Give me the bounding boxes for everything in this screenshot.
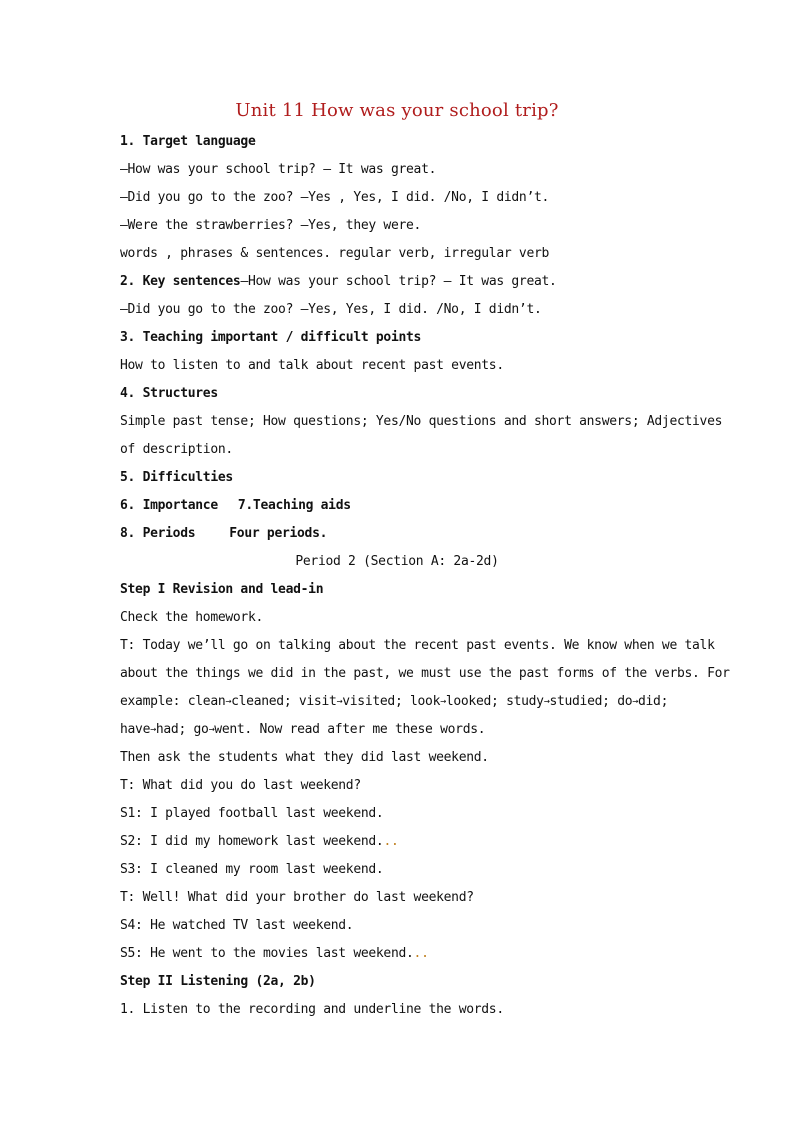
verb-pair-look: look→looked: [410, 694, 492, 709]
then-ask: Then ask the students what they did last weekend.: [120, 750, 489, 765]
verb-pair-study: study→studied: [506, 694, 603, 709]
example-line-1: example: clean→cleaned; visit→visited; look→looked; study→studied; do→did;: [120, 694, 669, 709]
arrow-icon: →: [208, 724, 215, 735]
section-6-heading: 6. Importance: [120, 498, 218, 513]
section-3-text: How to listen to and talk about recent past events.: [120, 358, 504, 373]
target-line-1: —How was your school trip? — It was great.: [120, 162, 437, 177]
target-line-3: —Were the strawberries? —Yes, they were.: [120, 218, 422, 233]
section-4-text-2: of description.: [120, 442, 233, 457]
section-3-heading: 3. Teaching important / difficult points: [120, 330, 422, 345]
dots-mark: ..: [413, 946, 429, 961]
verb-pair-have: have→had: [120, 722, 179, 737]
section-5-heading: 5. Difficulties: [120, 470, 233, 485]
arrow-icon: →: [336, 696, 343, 707]
document-title: Unit 11 How was your school trip?: [235, 100, 559, 121]
section-4-text-1: Simple past tense; How questions; Yes/No questions and short answers; Adjectives: [120, 414, 723, 429]
example-prefix: example:: [120, 694, 188, 709]
section-8-heading: 8. Periods: [120, 526, 196, 541]
key-sentence-2: —Did you go to the zoo? —Yes, Yes, I did. /No, I didn’t.: [120, 302, 542, 317]
check-homework: Check the homework.: [120, 610, 264, 625]
teacher-line-2: about the things we did in the past, we must use the past forms of the verbs. For: [120, 666, 730, 681]
teacher-line-1: T: Today we’ll go on talking about the recent past events. We know when we talk: [120, 638, 715, 653]
arrow-icon: →: [632, 696, 638, 707]
key-sentence-1: —How was your school trip? — It was great.: [240, 274, 557, 289]
dialogue-line: S5: He went to the movies last weekend...: [120, 946, 429, 961]
verb-pair-clean: clean→cleaned: [187, 694, 284, 709]
period-heading: Period 2 (Section A: 2a-2d): [295, 554, 499, 569]
verb-pair-visit: visit→visited: [298, 694, 395, 709]
dialogue-line: T: What did you do last weekend?: [120, 778, 361, 793]
arrow-icon: →: [225, 696, 232, 707]
arrow-icon: →: [440, 696, 446, 707]
section-6-7-line: [120, 498, 680, 514]
dialogue-line: S2: I did my homework last weekend...: [120, 834, 399, 849]
section-1-heading: 1. Target language: [120, 134, 256, 149]
verb-pair-do: do→did: [617, 694, 661, 709]
read-after: Now read after me these words.: [259, 722, 486, 737]
dialogue-line: S1: I played football last weekend.: [120, 806, 384, 821]
dialogue-line: T: Well! What did your brother do last weekend?: [120, 890, 474, 905]
section-4-heading: 4. Structures: [120, 386, 218, 401]
arrow-icon: →: [543, 696, 550, 707]
listening-instruction: 1. Listen to the recording and underline the words.: [120, 1002, 504, 1017]
step-1-heading: Step I Revision and lead-in: [120, 582, 324, 597]
target-line-2: —Did you go to the zoo? —Yes , Yes, I did. /No, I didn’t.: [120, 190, 550, 205]
verb-pair-go: go→went: [193, 722, 245, 737]
section-2-line: [120, 274, 680, 290]
arrow-icon: →: [150, 724, 156, 735]
example-line-2: have→had; go→went. Now read after me these words.: [120, 722, 486, 737]
step-2-heading: Step II Listening (2a, 2b): [120, 974, 316, 989]
target-line-4: words , phrases & sentences. regular verb, irregular verb: [120, 246, 550, 261]
dots-mark: ..: [383, 834, 399, 849]
dialogue-line: S4: He watched TV last weekend.: [120, 918, 354, 933]
section-7-heading: 7.Teaching aids: [237, 498, 351, 513]
section-8-value: Four periods.: [229, 526, 328, 541]
dialogue-line: S3: I cleaned my room last weekend.: [120, 862, 384, 877]
section-2-heading: 2. Key sentences: [120, 274, 241, 289]
section-8-line: [120, 526, 680, 542]
